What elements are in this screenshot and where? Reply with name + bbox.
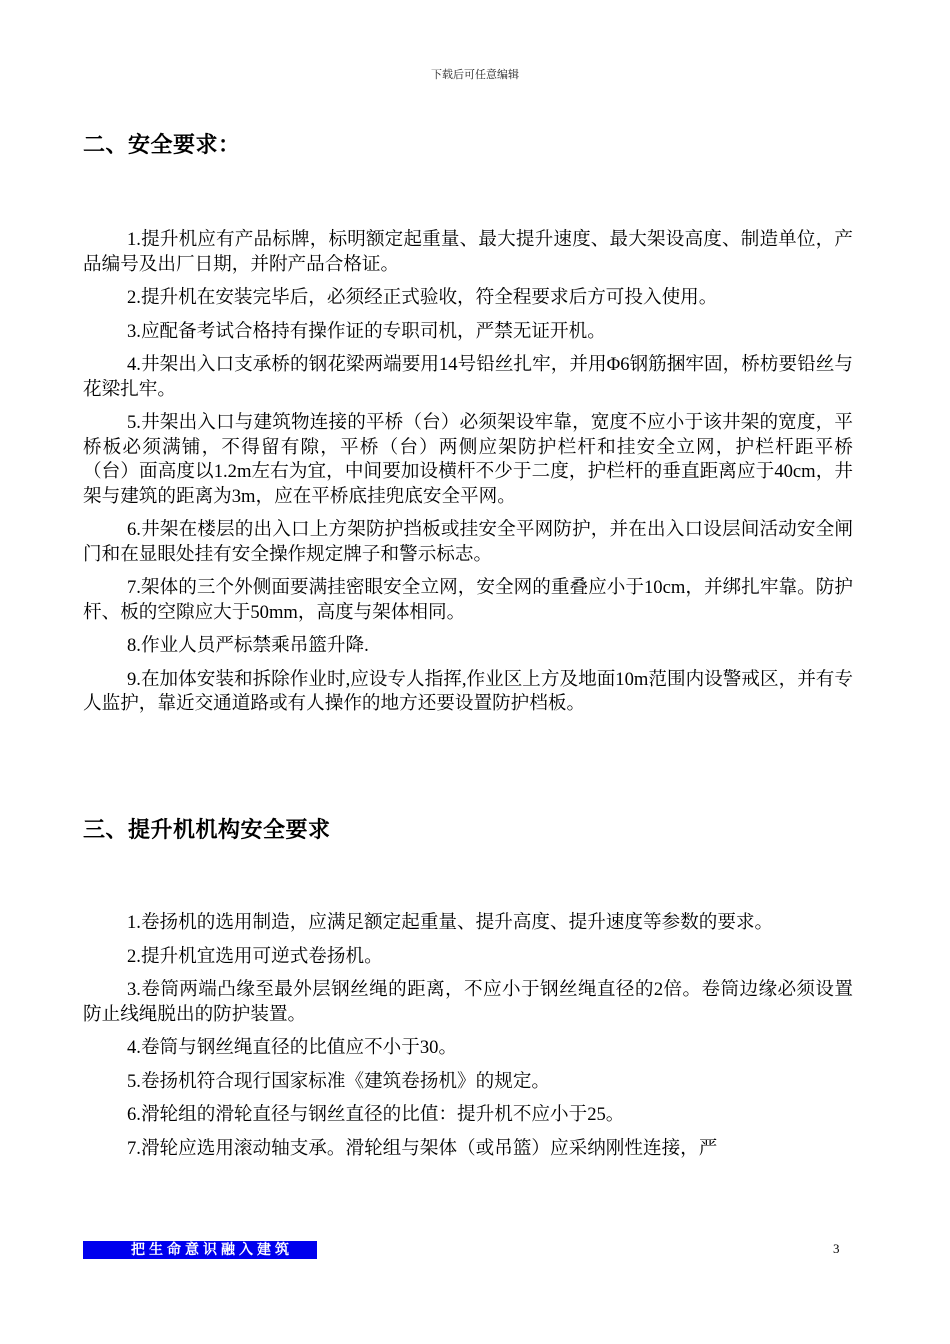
list-item: 3.应配备考试合格持有操作证的专职司机，严禁无证开机。 xyxy=(127,320,606,342)
list-item: 4.卷筒与钢丝绳直径的比值应不小于30。 xyxy=(127,1037,458,1058)
section-2-list xyxy=(83,228,853,726)
list-item: 6.井架在楼层的出入口上方架防护挡板或挂安全平网防护，并在出入口设层间活动安全闸门和在显眼处挂有安全操作规定牌子和警示标志。 xyxy=(83,519,853,565)
page-number: 3 xyxy=(833,1241,840,1256)
list-item: 7.滑轮应选用滚动轴支承。滑轮组与架体（或吊篮）应采纳刚性连接，严 xyxy=(127,1137,718,1159)
list-item: 3.卷筒两端凸缘至最外层钢丝绳的距离，不应小于钢丝绳直径的2倍。卷筒边缘必须设置防止线绳脱出的防护装置。 xyxy=(83,979,853,1025)
list-item: 5.井架出入口与建筑物连接的平桥（台）必须架设牢靠，宽度不应小于该井架的宽度，平桥板必须满铺，不得留有隙，平桥（台）两侧应架防护栏杆和挂安全立网，护栏杆距平桥（台）面高度以1.2m左右为宜，中间要加设横杆不少于二度，护栏杆的垂直距离应于40cm，井架与建筑的距离为3m，应在平桥底挂兜底安全平网。 xyxy=(83,412,853,507)
list-item: 1.提升机应有产品标牌，标明额定起重量、最大提升速度、最大架设高度、制造单位，产品编号及出厂日期，并附产品合格证。 xyxy=(83,229,853,275)
list-item: 8.作业人员严标禁乘吊篮升降. xyxy=(127,635,369,656)
list-item: 9.在加体安装和拆除作业时,应设专人指挥,作业区上方及地面10m范围内设警戒区，并有专人监护，靠近交通道路或有人操作的地方还要设置防护档板。 xyxy=(83,668,853,714)
list-item: 1.卷扬机的选用制造，应满足额定起重量、提升高度、提升速度等参数的要求。 xyxy=(127,912,774,933)
footer-slogan: 把生命意识融入建筑 xyxy=(83,1241,317,1259)
list-item: 6.滑轮组的滑轮直径与钢丝直径的比值：提升机不应小于25。 xyxy=(127,1104,625,1125)
list-item: 4.井架出入口支承桥的钢花梁两端要用14号铅丝扎牢，并用Φ6钢筋捆牢固，桥枋要铅丝与花梁扎牢。 xyxy=(83,354,853,400)
section-2-title: 二、安全要求： xyxy=(83,133,241,158)
section-3-list xyxy=(83,911,853,1170)
page-header-note: 下载后可任意编辑 xyxy=(431,68,519,81)
list-item: 5.卷扬机符合现行国家标准《建筑卷扬机》的规定。 xyxy=(127,1070,551,1092)
section-3-title: 三、提升机机构安全要求 xyxy=(83,818,331,843)
list-item: 2.提升机在安装完毕后，必须经正式验收，符全程要求后方可投入使用。 xyxy=(127,287,718,308)
list-item: 2.提升机宜选用可逆式卷扬机。 xyxy=(127,945,383,967)
list-item: 7.架体的三个外侧面要满挂密眼安全立网，安全网的重叠应小于10cm，并绑扎牢靠。防护杆、板的空隙应大于50mm，高度与架体相同。 xyxy=(83,577,853,623)
